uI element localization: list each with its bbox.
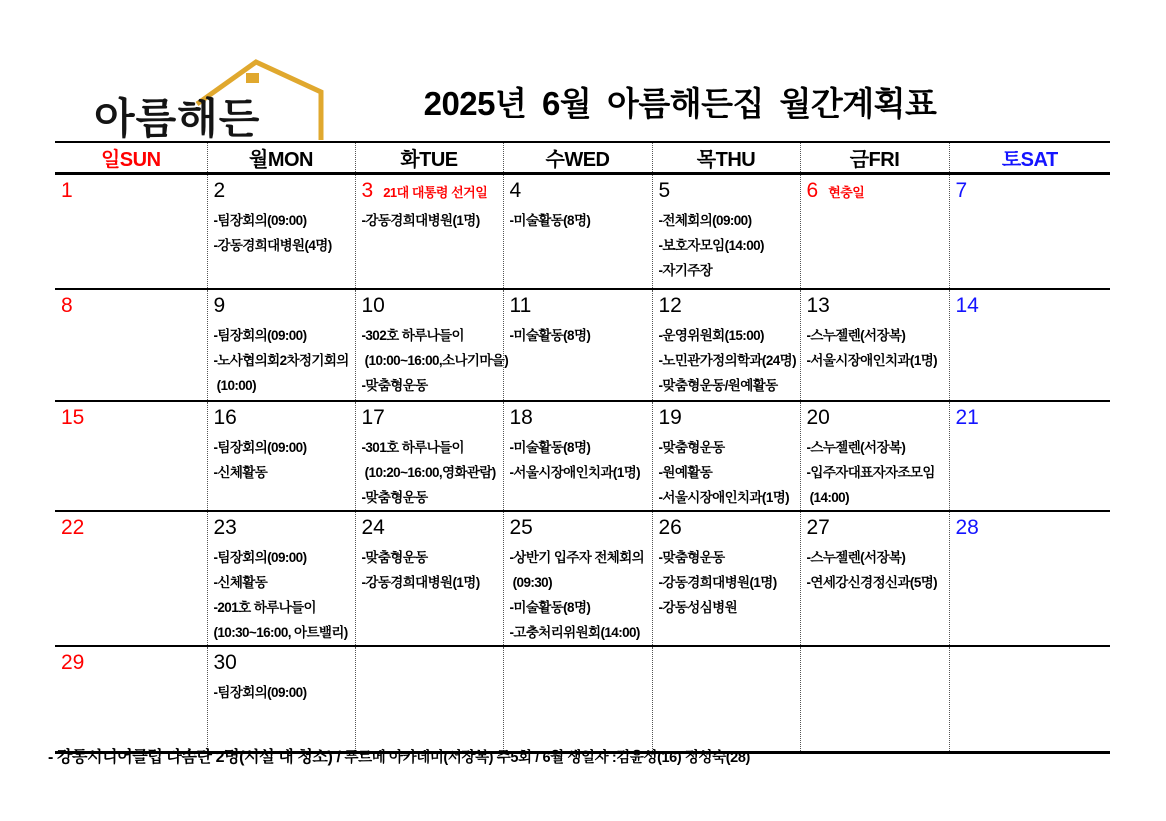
day-cell-1 — [55, 174, 207, 289]
event-list — [807, 435, 945, 510]
day-cell-20 — [800, 401, 949, 511]
event-list — [807, 545, 945, 595]
event-item: -서울시장애인치과(1명) — [658, 489, 790, 505]
event-item: -보호자모임(14:00) — [658, 238, 764, 253]
event-item: (10:00~16:00,소나기마을) — [361, 352, 509, 368]
page-title: 2025년 6월 아름해든집 월간계획표 — [423, 85, 937, 122]
day-cell-5 — [652, 174, 800, 289]
date-number: 14 — [955, 293, 979, 317]
event-item: -맞춤형운동 — [361, 489, 428, 505]
day-cell-3 — [355, 174, 503, 289]
day-cell-23 — [207, 511, 355, 646]
date-number: 10 — [361, 293, 385, 317]
event-item: -서울시장애인치과(1명) — [509, 464, 641, 480]
day-cell-13 — [800, 289, 949, 401]
event-item: -운영위원회(15:00) — [658, 327, 764, 343]
event-item: -스누젤렌(서장복) — [806, 549, 906, 565]
date-number: 16 — [213, 405, 237, 429]
date-number: 13 — [806, 293, 830, 317]
event-list — [510, 208, 648, 233]
date-number: 8 — [61, 293, 73, 317]
weekday-header-row — [55, 142, 1110, 174]
event-item: -강동경희대병원(1명) — [658, 574, 777, 590]
footer-note — [48, 744, 750, 767]
event-item: -스누젤렌(서장복) — [806, 439, 906, 455]
week-row-2 — [55, 289, 1110, 401]
event-item: -강동성심병원 — [658, 599, 738, 615]
event-item: -신체활동 — [213, 464, 268, 480]
date-number: 24 — [361, 515, 385, 539]
day-cell-19 — [652, 401, 800, 511]
date-number: 6 — [806, 179, 819, 202]
date-number: 1 — [61, 179, 73, 202]
event-item: -팀장회의(09:00) — [213, 439, 307, 455]
event-item: -팀장회의(09:00) — [213, 327, 307, 343]
event-list — [214, 680, 351, 705]
date-number: 22 — [61, 515, 85, 539]
holiday-label: 현충일 — [828, 185, 865, 200]
event-list — [362, 545, 499, 595]
event-item: (10:30~16:00, 아트밸리) — [213, 624, 348, 640]
event-item: (10:00) — [213, 377, 256, 393]
date-number: 29 — [61, 650, 85, 674]
weekday-header-6: 토SAT — [949, 142, 1110, 174]
day-cell-2 — [207, 174, 355, 289]
event-item: -신체활동 — [213, 574, 268, 590]
date-number: 30 — [213, 650, 237, 674]
event-list — [659, 545, 796, 620]
day-cell-28 — [949, 511, 1110, 646]
event-item: -팀장회의(09:00) — [213, 549, 307, 565]
date-number: 2 — [213, 179, 226, 202]
day-cell-29 — [55, 646, 207, 753]
event-item: -자기주장 — [658, 263, 713, 278]
date-number: 19 — [658, 405, 682, 429]
weekday-header-4: 목THU — [652, 142, 800, 174]
event-item: -맞춤형운동/원예활동 — [658, 377, 778, 393]
event-item: -301호 하루나들이 — [361, 439, 464, 455]
day-cell-9 — [207, 289, 355, 401]
event-list — [659, 323, 796, 398]
day-cell-empty — [800, 646, 949, 753]
event-list — [510, 545, 648, 645]
event-item: -302호 하루나들이 — [361, 327, 464, 343]
day-cell-24 — [355, 511, 503, 646]
date-number: 25 — [509, 515, 533, 539]
event-item: -미술활동(8명) — [509, 599, 591, 615]
week-row-5 — [55, 646, 1110, 753]
date-number: 18 — [509, 405, 533, 429]
event-item: -맞춤형운동 — [361, 377, 428, 393]
weekday-header-2: 화TUE — [355, 142, 503, 174]
date-number: 20 — [806, 405, 830, 429]
day-cell-4 — [503, 174, 652, 289]
calendar-body — [55, 174, 1110, 753]
event-item: -입주자대표자자조모임 — [806, 464, 935, 480]
event-item: -201호 하루나들이 — [213, 599, 316, 615]
event-list — [214, 545, 351, 645]
event-list — [361, 323, 509, 398]
event-item: -팀장회의(09:00) — [213, 684, 307, 700]
date-number: 21 — [955, 405, 979, 429]
day-cell-10 — [355, 289, 509, 401]
day-cell-12 — [652, 289, 800, 401]
event-list — [659, 208, 796, 283]
event-list — [214, 435, 351, 485]
event-item: -원예활동 — [658, 464, 713, 480]
date-number: 12 — [658, 293, 682, 317]
date-number: 28 — [955, 515, 979, 539]
event-item: -고충처리위원회(14:00) — [509, 624, 640, 640]
event-item: -맞춤형운동 — [658, 549, 725, 565]
week-row-4 — [55, 511, 1110, 646]
holiday-label: 21대 대통령 선거일 — [383, 185, 488, 200]
event-item: -미술활동(8명) — [509, 439, 591, 455]
day-cell-18 — [503, 401, 652, 511]
day-cell-14 — [949, 289, 1110, 401]
event-item: -미술활동(8명) — [509, 213, 591, 228]
date-number: 11 — [509, 293, 532, 317]
date-number: 27 — [806, 515, 830, 539]
event-item: -미술활동(8명) — [509, 327, 591, 343]
event-list — [214, 208, 351, 258]
event-list — [659, 435, 796, 510]
event-item: (14:00) — [806, 489, 849, 505]
day-cell-17 — [355, 401, 503, 511]
date-number: 4 — [509, 179, 522, 202]
weekday-header-5: 금FRI — [800, 142, 949, 174]
event-item: -강동경희대병원(1명) — [361, 574, 480, 590]
event-item: -스누젤렌(서장복) — [806, 327, 906, 343]
date-number: 9 — [213, 293, 226, 317]
day-cell-6 — [800, 174, 949, 289]
day-cell-22 — [55, 511, 207, 646]
event-item: (10:20~16:00,영화관람) — [361, 464, 496, 480]
footer-note-main: - 강동시니어클럽 다솜단 2명(시설 내 청소) / — [48, 749, 345, 766]
event-list — [510, 435, 648, 485]
weekday-header-3: 수WED — [503, 142, 652, 174]
event-list — [362, 435, 499, 510]
date-number: 7 — [955, 179, 968, 202]
event-item: -연세강신경정신과(5명) — [806, 574, 938, 590]
week-row-1 — [55, 174, 1110, 289]
date-number: 5 — [658, 179, 671, 202]
event-list — [807, 323, 945, 373]
date-number: 17 — [361, 405, 385, 429]
day-cell-26 — [652, 511, 800, 646]
event-item: -전체회의(09:00) — [658, 213, 752, 228]
event-list — [362, 208, 499, 233]
event-item: -강동경희대병원(4명) — [213, 238, 332, 253]
event-item: (09:30) — [509, 574, 552, 590]
day-cell-16 — [207, 401, 355, 511]
day-cell-21 — [949, 401, 1110, 511]
date-number: 23 — [213, 515, 237, 539]
logo — [88, 58, 318, 142]
event-item: -상반기 입주자 전체회의 — [509, 549, 645, 565]
day-cell-30 — [207, 646, 355, 753]
day-cell-7 — [949, 174, 1110, 289]
week-row-3 — [55, 401, 1110, 511]
day-cell-25 — [503, 511, 652, 646]
day-cell-27 — [800, 511, 949, 646]
event-item: -서울시장애인치과(1명) — [806, 352, 938, 368]
event-item: -맞춤형운동 — [361, 549, 428, 565]
event-item: -팀장회의(09:00) — [213, 213, 307, 228]
day-cell-empty — [949, 646, 1110, 753]
date-number: 26 — [658, 515, 682, 539]
event-item: -노사협의회2차정기회의 — [213, 352, 349, 368]
day-cell-15 — [55, 401, 207, 511]
event-list — [510, 323, 648, 348]
weekday-header-0: 일SUN — [100, 149, 161, 171]
event-item: -맞춤형운동 — [658, 439, 725, 455]
logo-text: 아름해든 — [94, 95, 261, 142]
event-list — [214, 323, 351, 398]
weekday-header-1: 월MON — [207, 142, 355, 174]
day-cell-11 — [503, 289, 652, 401]
day-cell-8 — [55, 289, 207, 401]
event-item: -강동경희대병원(1명) — [361, 213, 480, 228]
calendar-table — [55, 141, 1110, 754]
day-cell-empty — [503, 646, 652, 753]
day-cell-empty — [652, 646, 800, 753]
footer-note-sub: 푸르메 아카데미(서장복) 주5회 / 6월 생일자 :김윤성(16) 정성숙(28) — [344, 750, 750, 766]
day-cell-empty — [355, 646, 503, 753]
event-item: -노민관가정의학과(24명) — [658, 352, 796, 368]
date-number: 3 — [361, 179, 374, 202]
date-number: 15 — [61, 405, 85, 429]
